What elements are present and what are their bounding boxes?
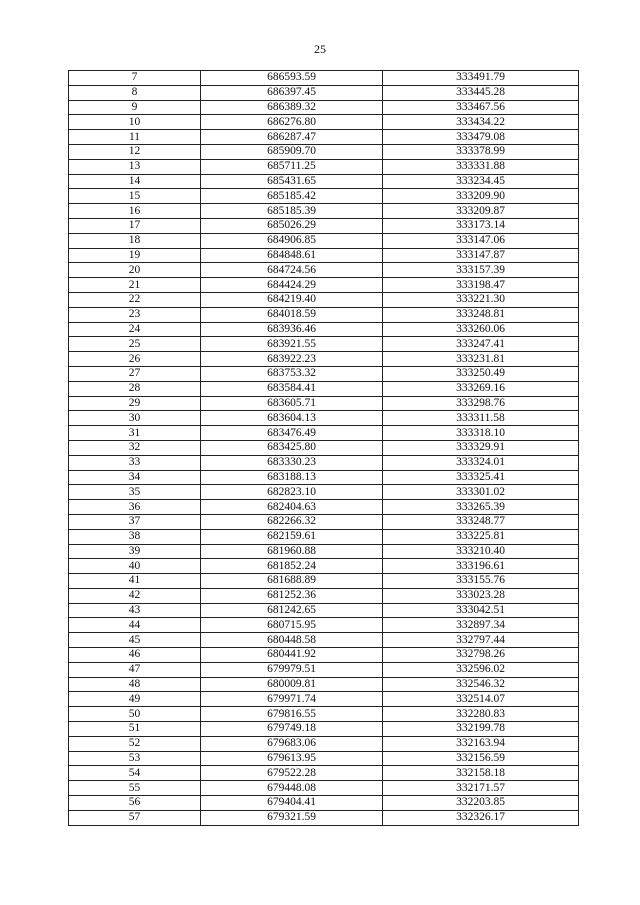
y-coordinate-cell: 333155.76 bbox=[383, 574, 579, 589]
point-number-cell: 27 bbox=[69, 366, 201, 381]
coordinates-table-body bbox=[69, 71, 579, 826]
point-number-cell: 47 bbox=[69, 662, 201, 677]
point-number-cell: 14 bbox=[69, 174, 201, 189]
point-number-cell: 36 bbox=[69, 500, 201, 515]
point-number-cell: 41 bbox=[69, 574, 201, 589]
table-row bbox=[69, 736, 579, 751]
x-coordinate-cell: 682159.61 bbox=[201, 529, 383, 544]
table-row bbox=[69, 159, 579, 174]
x-coordinate-cell: 685185.42 bbox=[201, 189, 383, 204]
table-row bbox=[69, 781, 579, 796]
x-coordinate-cell: 683604.13 bbox=[201, 411, 383, 426]
table-row bbox=[69, 100, 579, 115]
y-coordinate-cell: 333231.81 bbox=[383, 352, 579, 367]
y-coordinate-cell: 333301.02 bbox=[383, 485, 579, 500]
point-number-cell: 7 bbox=[69, 71, 201, 86]
y-coordinate-cell: 333247.41 bbox=[383, 337, 579, 352]
point-number-cell: 38 bbox=[69, 529, 201, 544]
table-row bbox=[69, 440, 579, 455]
x-coordinate-cell: 679613.95 bbox=[201, 751, 383, 766]
x-coordinate-cell: 686593.59 bbox=[201, 71, 383, 86]
point-number-cell: 8 bbox=[69, 85, 201, 100]
table-row bbox=[69, 292, 579, 307]
table-row bbox=[69, 662, 579, 677]
table-row bbox=[69, 574, 579, 589]
y-coordinate-cell: 333248.77 bbox=[383, 514, 579, 529]
table-row bbox=[69, 337, 579, 352]
y-coordinate-cell: 333221.30 bbox=[383, 292, 579, 307]
x-coordinate-cell: 679448.08 bbox=[201, 781, 383, 796]
y-coordinate-cell: 332199.78 bbox=[383, 722, 579, 737]
point-number-cell: 43 bbox=[69, 603, 201, 618]
table-row bbox=[69, 411, 579, 426]
point-number-cell: 25 bbox=[69, 337, 201, 352]
table-row bbox=[69, 722, 579, 737]
table-row bbox=[69, 559, 579, 574]
point-number-cell: 57 bbox=[69, 810, 201, 825]
x-coordinate-cell: 683188.13 bbox=[201, 470, 383, 485]
point-number-cell: 16 bbox=[69, 204, 201, 219]
point-number-cell: 50 bbox=[69, 707, 201, 722]
table-row bbox=[69, 426, 579, 441]
x-coordinate-cell: 683936.46 bbox=[201, 322, 383, 337]
x-coordinate-cell: 684724.56 bbox=[201, 263, 383, 278]
point-number-cell: 20 bbox=[69, 263, 201, 278]
point-number-cell: 51 bbox=[69, 722, 201, 737]
x-coordinate-cell: 681252.36 bbox=[201, 588, 383, 603]
x-coordinate-cell: 681852.24 bbox=[201, 559, 383, 574]
table-row bbox=[69, 233, 579, 248]
y-coordinate-cell: 333491.79 bbox=[383, 71, 579, 86]
point-number-cell: 53 bbox=[69, 751, 201, 766]
point-number-cell: 32 bbox=[69, 440, 201, 455]
y-coordinate-cell: 332326.17 bbox=[383, 810, 579, 825]
x-coordinate-cell: 686389.32 bbox=[201, 100, 383, 115]
point-number-cell: 28 bbox=[69, 381, 201, 396]
y-coordinate-cell: 333325.41 bbox=[383, 470, 579, 485]
y-coordinate-cell: 333248.81 bbox=[383, 307, 579, 322]
x-coordinate-cell: 684219.40 bbox=[201, 292, 383, 307]
x-coordinate-cell: 685185.39 bbox=[201, 204, 383, 219]
table-row bbox=[69, 603, 579, 618]
y-coordinate-cell: 333173.14 bbox=[383, 218, 579, 233]
table-row bbox=[69, 248, 579, 263]
table-row bbox=[69, 85, 579, 100]
x-coordinate-cell: 683921.55 bbox=[201, 337, 383, 352]
point-number-cell: 52 bbox=[69, 736, 201, 751]
point-number-cell: 10 bbox=[69, 115, 201, 130]
table-row bbox=[69, 115, 579, 130]
table-row bbox=[69, 751, 579, 766]
x-coordinate-cell: 685711.25 bbox=[201, 159, 383, 174]
y-coordinate-cell: 333329.91 bbox=[383, 440, 579, 455]
x-coordinate-cell: 686276.80 bbox=[201, 115, 383, 130]
y-coordinate-cell: 333378.99 bbox=[383, 144, 579, 159]
x-coordinate-cell: 683753.32 bbox=[201, 366, 383, 381]
table-row bbox=[69, 307, 579, 322]
y-coordinate-cell: 332158.18 bbox=[383, 766, 579, 781]
y-coordinate-cell: 332897.34 bbox=[383, 618, 579, 633]
y-coordinate-cell: 333331.88 bbox=[383, 159, 579, 174]
point-number-cell: 45 bbox=[69, 633, 201, 648]
table-row bbox=[69, 470, 579, 485]
table-row bbox=[69, 174, 579, 189]
x-coordinate-cell: 682404.63 bbox=[201, 500, 383, 515]
table-row bbox=[69, 810, 579, 825]
x-coordinate-cell: 679971.74 bbox=[201, 692, 383, 707]
x-coordinate-cell: 680009.81 bbox=[201, 677, 383, 692]
point-number-cell: 24 bbox=[69, 322, 201, 337]
y-coordinate-cell: 332203.85 bbox=[383, 796, 579, 811]
y-coordinate-cell: 333157.39 bbox=[383, 263, 579, 278]
x-coordinate-cell: 685909.70 bbox=[201, 144, 383, 159]
point-number-cell: 34 bbox=[69, 470, 201, 485]
x-coordinate-cell: 683605.71 bbox=[201, 396, 383, 411]
x-coordinate-cell: 679321.59 bbox=[201, 810, 383, 825]
y-coordinate-cell: 332596.02 bbox=[383, 662, 579, 677]
y-coordinate-cell: 333250.49 bbox=[383, 366, 579, 381]
x-coordinate-cell: 683584.41 bbox=[201, 381, 383, 396]
table-row bbox=[69, 352, 579, 367]
point-number-cell: 21 bbox=[69, 278, 201, 293]
x-coordinate-cell: 680715.95 bbox=[201, 618, 383, 633]
y-coordinate-cell: 333023.28 bbox=[383, 588, 579, 603]
point-number-cell: 37 bbox=[69, 514, 201, 529]
y-coordinate-cell: 333260.06 bbox=[383, 322, 579, 337]
y-coordinate-cell: 333467.56 bbox=[383, 100, 579, 115]
y-coordinate-cell: 333434.22 bbox=[383, 115, 579, 130]
point-number-cell: 56 bbox=[69, 796, 201, 811]
y-coordinate-cell: 333225.81 bbox=[383, 529, 579, 544]
x-coordinate-cell: 682266.32 bbox=[201, 514, 383, 529]
x-coordinate-cell: 686287.47 bbox=[201, 130, 383, 145]
table-row bbox=[69, 278, 579, 293]
table-row bbox=[69, 796, 579, 811]
coordinates-table bbox=[68, 70, 579, 826]
table-row bbox=[69, 455, 579, 470]
table-row bbox=[69, 396, 579, 411]
y-coordinate-cell: 333209.90 bbox=[383, 189, 579, 204]
point-number-cell: 55 bbox=[69, 781, 201, 796]
table-row bbox=[69, 633, 579, 648]
y-coordinate-cell: 333196.61 bbox=[383, 559, 579, 574]
table-row bbox=[69, 766, 579, 781]
table-row bbox=[69, 692, 579, 707]
table-row bbox=[69, 529, 579, 544]
point-number-cell: 54 bbox=[69, 766, 201, 781]
x-coordinate-cell: 685431.65 bbox=[201, 174, 383, 189]
point-number-cell: 13 bbox=[69, 159, 201, 174]
table-row bbox=[69, 366, 579, 381]
table-row bbox=[69, 514, 579, 529]
point-number-cell: 39 bbox=[69, 544, 201, 559]
x-coordinate-cell: 681242.65 bbox=[201, 603, 383, 618]
table-row bbox=[69, 71, 579, 86]
point-number-cell: 17 bbox=[69, 218, 201, 233]
x-coordinate-cell: 683476.49 bbox=[201, 426, 383, 441]
point-number-cell: 15 bbox=[69, 189, 201, 204]
x-coordinate-cell: 686397.45 bbox=[201, 85, 383, 100]
y-coordinate-cell: 332546.32 bbox=[383, 677, 579, 692]
y-coordinate-cell: 333042.51 bbox=[383, 603, 579, 618]
x-coordinate-cell: 680441.92 bbox=[201, 648, 383, 663]
point-number-cell: 40 bbox=[69, 559, 201, 574]
point-number-cell: 29 bbox=[69, 396, 201, 411]
x-coordinate-cell: 680448.58 bbox=[201, 633, 383, 648]
y-coordinate-cell: 332514.07 bbox=[383, 692, 579, 707]
y-coordinate-cell: 333445.28 bbox=[383, 85, 579, 100]
x-coordinate-cell: 685026.29 bbox=[201, 218, 383, 233]
table-row bbox=[69, 218, 579, 233]
table-row bbox=[69, 381, 579, 396]
point-number-cell: 30 bbox=[69, 411, 201, 426]
y-coordinate-cell: 333198.47 bbox=[383, 278, 579, 293]
x-coordinate-cell: 679404.41 bbox=[201, 796, 383, 811]
y-coordinate-cell: 332797.44 bbox=[383, 633, 579, 648]
point-number-cell: 33 bbox=[69, 455, 201, 470]
y-coordinate-cell: 332280.83 bbox=[383, 707, 579, 722]
table-row bbox=[69, 189, 579, 204]
y-coordinate-cell: 333265.39 bbox=[383, 500, 579, 515]
table-row bbox=[69, 677, 579, 692]
table-row bbox=[69, 485, 579, 500]
point-number-cell: 19 bbox=[69, 248, 201, 263]
x-coordinate-cell: 684018.59 bbox=[201, 307, 383, 322]
x-coordinate-cell: 679979.51 bbox=[201, 662, 383, 677]
x-coordinate-cell: 684848.61 bbox=[201, 248, 383, 263]
y-coordinate-cell: 332798.26 bbox=[383, 648, 579, 663]
point-number-cell: 18 bbox=[69, 233, 201, 248]
y-coordinate-cell: 333147.06 bbox=[383, 233, 579, 248]
x-coordinate-cell: 679749.18 bbox=[201, 722, 383, 737]
y-coordinate-cell: 333147.87 bbox=[383, 248, 579, 263]
y-coordinate-cell: 332156.59 bbox=[383, 751, 579, 766]
point-number-cell: 49 bbox=[69, 692, 201, 707]
table-row bbox=[69, 263, 579, 278]
point-number-cell: 31 bbox=[69, 426, 201, 441]
y-coordinate-cell: 333324.01 bbox=[383, 455, 579, 470]
y-coordinate-cell: 333318.10 bbox=[383, 426, 579, 441]
x-coordinate-cell: 684906.85 bbox=[201, 233, 383, 248]
point-number-cell: 44 bbox=[69, 618, 201, 633]
y-coordinate-cell: 333234.45 bbox=[383, 174, 579, 189]
y-coordinate-cell: 333209.87 bbox=[383, 204, 579, 219]
x-coordinate-cell: 679816.55 bbox=[201, 707, 383, 722]
table-row bbox=[69, 544, 579, 559]
point-number-cell: 11 bbox=[69, 130, 201, 145]
page-number: 25 bbox=[314, 42, 326, 56]
x-coordinate-cell: 683425.80 bbox=[201, 440, 383, 455]
x-coordinate-cell: 679683.06 bbox=[201, 736, 383, 751]
x-coordinate-cell: 679522.28 bbox=[201, 766, 383, 781]
y-coordinate-cell: 332171.57 bbox=[383, 781, 579, 796]
table-row bbox=[69, 648, 579, 663]
x-coordinate-cell: 681960.88 bbox=[201, 544, 383, 559]
point-number-cell: 48 bbox=[69, 677, 201, 692]
table-row bbox=[69, 130, 579, 145]
table-row bbox=[69, 618, 579, 633]
point-number-cell: 9 bbox=[69, 100, 201, 115]
y-coordinate-cell: 333479.08 bbox=[383, 130, 579, 145]
table-row bbox=[69, 500, 579, 515]
y-coordinate-cell: 333269.16 bbox=[383, 381, 579, 396]
table-row bbox=[69, 707, 579, 722]
table-row bbox=[69, 144, 579, 159]
y-coordinate-cell: 333210.40 bbox=[383, 544, 579, 559]
point-number-cell: 22 bbox=[69, 292, 201, 307]
point-number-cell: 46 bbox=[69, 648, 201, 663]
point-number-cell: 35 bbox=[69, 485, 201, 500]
point-number-cell: 42 bbox=[69, 588, 201, 603]
x-coordinate-cell: 683922.23 bbox=[201, 352, 383, 367]
table-row bbox=[69, 322, 579, 337]
point-number-cell: 12 bbox=[69, 144, 201, 159]
y-coordinate-cell: 332163.94 bbox=[383, 736, 579, 751]
table-row bbox=[69, 204, 579, 219]
point-number-cell: 23 bbox=[69, 307, 201, 322]
x-coordinate-cell: 683330.23 bbox=[201, 455, 383, 470]
y-coordinate-cell: 333311.58 bbox=[383, 411, 579, 426]
x-coordinate-cell: 684424.29 bbox=[201, 278, 383, 293]
point-number-cell: 26 bbox=[69, 352, 201, 367]
y-coordinate-cell: 333298.76 bbox=[383, 396, 579, 411]
x-coordinate-cell: 681688.89 bbox=[201, 574, 383, 589]
table-row bbox=[69, 588, 579, 603]
x-coordinate-cell: 682823.10 bbox=[201, 485, 383, 500]
